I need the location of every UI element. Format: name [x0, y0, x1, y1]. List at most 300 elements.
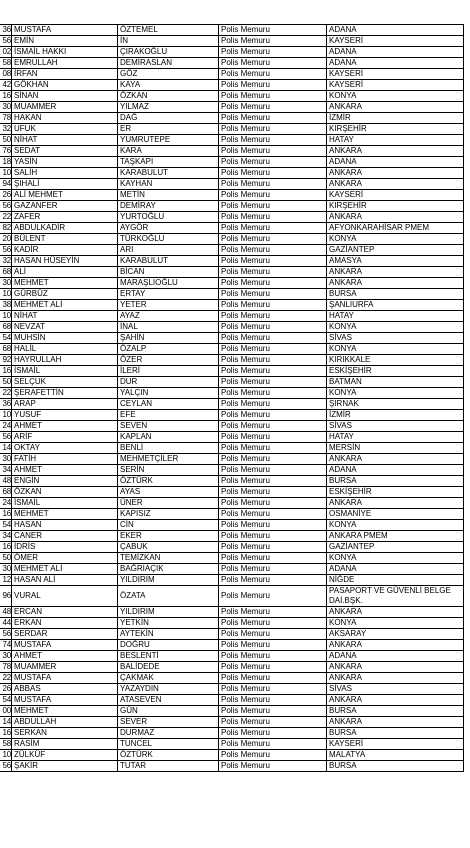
cell-unit: SİVAS [327, 421, 464, 432]
cell-title: Polis Memuru [219, 333, 327, 344]
cell-first-name: HAKAN [12, 113, 118, 124]
cell-unit: ANKARA [327, 179, 464, 190]
cell-title: Polis Memuru [219, 684, 327, 695]
cell-number: 58 [0, 739, 12, 750]
cell-unit: KIRŞEHİR [327, 201, 464, 212]
cell-first-name: ABDULLAH [12, 717, 118, 728]
cell-unit: ANKARA [327, 607, 464, 618]
cell-unit: BURSA [327, 289, 464, 300]
cell-first-name: ALİ [12, 267, 118, 278]
cell-title: Polis Memuru [219, 629, 327, 640]
table-row [0, 739, 464, 750]
cell-unit: KAYSERİ [327, 80, 464, 91]
cell-first-name: HASAN HÜSEYİN [12, 256, 118, 267]
cell-number: 10 [0, 311, 12, 322]
cell-number: 20 [0, 234, 12, 245]
cell-unit: KAYSERİ [327, 190, 464, 201]
cell-last-name: CEYLAN [118, 399, 219, 410]
cell-unit: ANKARA PMEM [327, 531, 464, 542]
cell-last-name: MARAŞLIOĞLU [118, 278, 219, 289]
cell-number: 18 [0, 157, 12, 168]
cell-first-name: ALİ MEHMET [12, 190, 118, 201]
cell-number: 14 [0, 443, 12, 454]
cell-first-name: SİNAN [12, 91, 118, 102]
cell-last-name: AYAS [118, 487, 219, 498]
table-row [0, 146, 464, 157]
cell-last-name: KARABULUT [118, 168, 219, 179]
cell-unit: ANKARA [327, 673, 464, 684]
table-row [0, 553, 464, 564]
cell-title: Polis Memuru [219, 300, 327, 311]
cell-unit: ADANA [327, 58, 464, 69]
cell-last-name: SEVEN [118, 421, 219, 432]
cell-number: 30 [0, 651, 12, 662]
cell-number: 16 [0, 366, 12, 377]
cell-unit: BURSA [327, 728, 464, 739]
cell-unit: ADANA [327, 157, 464, 168]
cell-first-name: MUHSİN [12, 333, 118, 344]
cell-title: Polis Memuru [219, 113, 327, 124]
cell-first-name: VURAL [12, 586, 118, 607]
cell-number: 54 [0, 695, 12, 706]
cell-last-name: YAZAYDIN [118, 684, 219, 695]
cell-first-name: AHMET [12, 651, 118, 662]
cell-title: Polis Memuru [219, 245, 327, 256]
cell-last-name: TUNCEL [118, 739, 219, 750]
cell-unit: KONYA [327, 388, 464, 399]
table-row [0, 113, 464, 124]
table-row [0, 673, 464, 684]
cell-first-name: ZAFER [12, 212, 118, 223]
cell-last-name: DEMİRAY [118, 201, 219, 212]
cell-last-name: ÇIRAKOĞLU [118, 47, 219, 58]
cell-unit: KONYA [327, 322, 464, 333]
table-row [0, 509, 464, 520]
cell-title: Polis Memuru [219, 267, 327, 278]
cell-number: 56 [0, 245, 12, 256]
personnel-table [0, 24, 464, 772]
cell-number: 36 [0, 25, 12, 36]
table-row [0, 388, 464, 399]
cell-number: 68 [0, 344, 12, 355]
cell-last-name: TEMİZKAN [118, 553, 219, 564]
table-row [0, 179, 464, 190]
cell-last-name: BİCAN [118, 267, 219, 278]
cell-last-name: GÜN [118, 706, 219, 717]
cell-unit: GAZİANTEP [327, 542, 464, 553]
cell-unit: HATAY [327, 311, 464, 322]
cell-number: 92 [0, 355, 12, 366]
cell-last-name: ŞAHİN [118, 333, 219, 344]
cell-title: Polis Memuru [219, 575, 327, 586]
cell-last-name: AYAZ [118, 311, 219, 322]
table-row [0, 289, 464, 300]
cell-title: Polis Memuru [219, 190, 327, 201]
table-row [0, 410, 464, 421]
table-row [0, 102, 464, 113]
cell-number: 24 [0, 421, 12, 432]
cell-last-name: İLERİ [118, 366, 219, 377]
cell-first-name: ŞERAFETTİN [12, 388, 118, 399]
cell-unit: AKSARAY [327, 629, 464, 640]
cell-number: 22 [0, 388, 12, 399]
cell-first-name: ARİF [12, 432, 118, 443]
cell-title: Polis Memuru [219, 102, 327, 113]
table-row [0, 223, 464, 234]
cell-number: 54 [0, 333, 12, 344]
cell-unit: ŞIRNAK [327, 399, 464, 410]
cell-last-name: SEVER [118, 717, 219, 728]
table-row [0, 465, 464, 476]
cell-last-name: AYGÖR [118, 223, 219, 234]
cell-unit: KONYA [327, 553, 464, 564]
cell-number: 50 [0, 553, 12, 564]
cell-first-name: ÖMER [12, 553, 118, 564]
cell-number: 38 [0, 300, 12, 311]
cell-unit: ANKARA [327, 168, 464, 179]
cell-number: 08 [0, 69, 12, 80]
cell-unit: KONYA [327, 618, 464, 629]
cell-number: 68 [0, 487, 12, 498]
cell-title: Polis Memuru [219, 322, 327, 333]
cell-last-name: İNAL [118, 322, 219, 333]
cell-title: Polis Memuru [219, 739, 327, 750]
cell-title: Polis Memuru [219, 278, 327, 289]
cell-first-name: MUSTAFA [12, 673, 118, 684]
cell-unit: ADANA [327, 47, 464, 58]
table-row [0, 476, 464, 487]
cell-title: Polis Memuru [219, 673, 327, 684]
cell-title: Polis Memuru [219, 421, 327, 432]
cell-title: Polis Memuru [219, 399, 327, 410]
cell-title: Polis Memuru [219, 168, 327, 179]
cell-unit: BURSA [327, 476, 464, 487]
cell-unit: HATAY [327, 135, 464, 146]
cell-last-name: YILDIRIM [118, 575, 219, 586]
cell-title: Polis Memuru [219, 157, 327, 168]
cell-number: 78 [0, 662, 12, 673]
cell-first-name: MEHMET [12, 706, 118, 717]
cell-first-name: NİHAT [12, 311, 118, 322]
cell-unit: ANKARA [327, 640, 464, 651]
table-row [0, 586, 464, 607]
cell-unit: BURSA [327, 706, 464, 717]
cell-first-name: İDRİS [12, 542, 118, 553]
cell-first-name: MUSTAFA [12, 640, 118, 651]
table-row [0, 399, 464, 410]
cell-title: Polis Memuru [219, 388, 327, 399]
cell-number: 22 [0, 673, 12, 684]
cell-last-name: DURMAZ [118, 728, 219, 739]
cell-title: Polis Memuru [219, 728, 327, 739]
cell-first-name: GAZANFER [12, 201, 118, 212]
table-row [0, 432, 464, 443]
cell-last-name: BALİDEDE [118, 662, 219, 673]
cell-title: Polis Memuru [219, 201, 327, 212]
table-row [0, 168, 464, 179]
table-row [0, 706, 464, 717]
cell-title: Polis Memuru [219, 618, 327, 629]
cell-number: 50 [0, 135, 12, 146]
cell-unit: SİVAS [327, 684, 464, 695]
cell-last-name: YILMAZ [118, 102, 219, 113]
table-row [0, 47, 464, 58]
cell-title: Polis Memuru [219, 432, 327, 443]
table-row [0, 366, 464, 377]
cell-title: Polis Memuru [219, 36, 327, 47]
cell-last-name: GÖZ [118, 69, 219, 80]
cell-first-name: FATİH [12, 454, 118, 465]
table-row [0, 355, 464, 366]
cell-last-name: ER [118, 124, 219, 135]
cell-unit: KONYA [327, 234, 464, 245]
cell-unit: KAYSERİ [327, 69, 464, 80]
cell-first-name: İSMAİL HAKKI [12, 47, 118, 58]
cell-last-name: ERTAY [118, 289, 219, 300]
cell-number: 24 [0, 498, 12, 509]
cell-first-name: HASAN ALİ [12, 575, 118, 586]
table-row [0, 629, 464, 640]
cell-number: 48 [0, 476, 12, 487]
cell-first-name: YUSUF [12, 410, 118, 421]
cell-first-name: ARAP [12, 399, 118, 410]
cell-last-name: ÖZALP [118, 344, 219, 355]
cell-title: Polis Memuru [219, 443, 327, 454]
cell-unit: MALATYA [327, 750, 464, 761]
cell-last-name: YURTOĞLU [118, 212, 219, 223]
cell-number: 44 [0, 618, 12, 629]
cell-last-name: ÖZTÜRK [118, 750, 219, 761]
cell-unit: KIRŞEHİR [327, 124, 464, 135]
cell-last-name: KAPISIZ [118, 509, 219, 520]
cell-unit: ANKARA [327, 102, 464, 113]
table-row [0, 443, 464, 454]
cell-first-name: ERKAN [12, 618, 118, 629]
cell-title: Polis Memuru [219, 234, 327, 245]
cell-title: Polis Memuru [219, 410, 327, 421]
cell-number: 10 [0, 289, 12, 300]
cell-last-name: ATASEVEN [118, 695, 219, 706]
cell-number: 74 [0, 640, 12, 651]
cell-title: Polis Memuru [219, 531, 327, 542]
cell-first-name: İRFAN [12, 69, 118, 80]
cell-last-name: KARA [118, 146, 219, 157]
cell-unit: ANKARA [327, 267, 464, 278]
cell-title: Polis Memuru [219, 465, 327, 476]
cell-unit: GAZİANTEP [327, 245, 464, 256]
cell-unit: ANKARA [327, 717, 464, 728]
table-row [0, 58, 464, 69]
cell-first-name: İSMAİL [12, 366, 118, 377]
table-row [0, 25, 464, 36]
cell-title: Polis Memuru [219, 223, 327, 234]
cell-last-name: SERİN [118, 465, 219, 476]
table-row [0, 300, 464, 311]
cell-title: Polis Memuru [219, 487, 327, 498]
cell-title: Polis Memuru [219, 344, 327, 355]
cell-title: Polis Memuru [219, 47, 327, 58]
cell-title: Polis Memuru [219, 640, 327, 651]
cell-first-name: SALİH [12, 168, 118, 179]
table-row [0, 69, 464, 80]
cell-first-name: AHMET [12, 421, 118, 432]
cell-first-name: ŞIHALİ [12, 179, 118, 190]
cell-last-name: TAŞKAPI [118, 157, 219, 168]
cell-last-name: BESLENTİ [118, 651, 219, 662]
table-row [0, 80, 464, 91]
cell-first-name: ERCAN [12, 607, 118, 618]
cell-number: 16 [0, 542, 12, 553]
table-row [0, 421, 464, 432]
cell-first-name: CANER [12, 531, 118, 542]
cell-title: Polis Memuru [219, 179, 327, 190]
table-row [0, 695, 464, 706]
cell-number: 82 [0, 223, 12, 234]
table-row [0, 311, 464, 322]
table-row [0, 201, 464, 212]
cell-number: 10 [0, 750, 12, 761]
cell-title: Polis Memuru [219, 91, 327, 102]
cell-first-name: SERDAR [12, 629, 118, 640]
table-row [0, 36, 464, 47]
cell-title: Polis Memuru [219, 586, 327, 607]
cell-last-name: EKER [118, 531, 219, 542]
cell-number: 26 [0, 684, 12, 695]
cell-title: Polis Memuru [219, 80, 327, 91]
cell-first-name: ENGİN [12, 476, 118, 487]
cell-unit: BURSA [327, 761, 464, 772]
cell-number: 10 [0, 410, 12, 421]
cell-first-name: MEHMET [12, 278, 118, 289]
cell-last-name: YETER [118, 300, 219, 311]
cell-number: 56 [0, 201, 12, 212]
cell-number: 54 [0, 520, 12, 531]
cell-title: Polis Memuru [219, 366, 327, 377]
cell-unit: ANKARA [327, 454, 464, 465]
cell-number: 58 [0, 58, 12, 69]
cell-title: Polis Memuru [219, 553, 327, 564]
cell-first-name: SEDAT [12, 146, 118, 157]
cell-number: 94 [0, 179, 12, 190]
cell-last-name: BAĞRIAÇIK [118, 564, 219, 575]
table-row [0, 333, 464, 344]
cell-number: 00 [0, 706, 12, 717]
cell-unit: MERSİN [327, 443, 464, 454]
cell-first-name: ŞAKİR [12, 761, 118, 772]
cell-title: Polis Memuru [219, 25, 327, 36]
cell-number: 26 [0, 190, 12, 201]
cell-title: Polis Memuru [219, 706, 327, 717]
cell-title: Polis Memuru [219, 476, 327, 487]
cell-unit: NİĞDE [327, 575, 464, 586]
cell-last-name: ÜNER [118, 498, 219, 509]
table-row [0, 245, 464, 256]
cell-unit: ESKİŞEHİR [327, 487, 464, 498]
cell-title: Polis Memuru [219, 695, 327, 706]
cell-title: Polis Memuru [219, 651, 327, 662]
cell-last-name: YALÇIN [118, 388, 219, 399]
table-row [0, 662, 464, 673]
cell-unit: SİVAS [327, 333, 464, 344]
cell-first-name: OKTAY [12, 443, 118, 454]
cell-number: 32 [0, 124, 12, 135]
cell-unit: ADANA [327, 465, 464, 476]
cell-last-name: EFE [118, 410, 219, 421]
cell-title: Polis Memuru [219, 717, 327, 728]
cell-last-name: DEMİRASLAN [118, 58, 219, 69]
cell-first-name: MUSTAFA [12, 25, 118, 36]
table-row [0, 377, 464, 388]
cell-number: 76 [0, 146, 12, 157]
cell-unit: ESKİŞEHİR [327, 366, 464, 377]
cell-unit: ADANA [327, 25, 464, 36]
cell-first-name: GÖKHAN [12, 80, 118, 91]
cell-first-name: YASİN [12, 157, 118, 168]
table-row [0, 344, 464, 355]
cell-unit: PASAPORT VE GÜVENLİ BELGE DAİ.BŞK. [327, 586, 464, 607]
cell-last-name: KAYHAN [118, 179, 219, 190]
cell-number: 56 [0, 432, 12, 443]
table-row [0, 190, 464, 201]
table-row [0, 487, 464, 498]
cell-last-name: AYTEKİN [118, 629, 219, 640]
cell-first-name: GÜRBÜZ [12, 289, 118, 300]
cell-last-name: ÖZATA [118, 586, 219, 607]
cell-title: Polis Memuru [219, 289, 327, 300]
cell-unit: AFYONKARAHİSAR PMEM [327, 223, 464, 234]
cell-first-name: ZÜLKÜF [12, 750, 118, 761]
cell-first-name: İSMAİL [12, 498, 118, 509]
cell-title: Polis Memuru [219, 256, 327, 267]
cell-unit: OSMANİYE [327, 509, 464, 520]
cell-title: Polis Memuru [219, 135, 327, 146]
cell-unit: ANKARA [327, 695, 464, 706]
cell-first-name: MEHMET [12, 509, 118, 520]
table-row [0, 750, 464, 761]
cell-number: 16 [0, 91, 12, 102]
cell-title: Polis Memuru [219, 311, 327, 322]
cell-last-name: KARABULUT [118, 256, 219, 267]
cell-unit: KONYA [327, 91, 464, 102]
cell-title: Polis Memuru [219, 69, 327, 80]
table-row [0, 651, 464, 662]
cell-first-name: ABDULKADİR [12, 223, 118, 234]
cell-unit: İZMİR [327, 113, 464, 124]
cell-last-name: YILDIRIM [118, 607, 219, 618]
table-row [0, 575, 464, 586]
cell-last-name: TÜRKOĞLU [118, 234, 219, 245]
cell-title: Polis Memuru [219, 58, 327, 69]
cell-title: Polis Memuru [219, 454, 327, 465]
cell-unit: KIRIKKALE [327, 355, 464, 366]
cell-unit: BATMAN [327, 377, 464, 388]
table-row [0, 91, 464, 102]
cell-title: Polis Memuru [219, 761, 327, 772]
cell-first-name: ÖZKAN [12, 487, 118, 498]
cell-last-name: ÇAKMAK [118, 673, 219, 684]
table-row [0, 278, 464, 289]
table-row [0, 135, 464, 146]
cell-first-name: KADİR [12, 245, 118, 256]
cell-title: Polis Memuru [219, 750, 327, 761]
cell-first-name: AHMET [12, 465, 118, 476]
cell-last-name: DAĞ [118, 113, 219, 124]
table-row [0, 684, 464, 695]
cell-number: 10 [0, 168, 12, 179]
cell-number: 56 [0, 629, 12, 640]
cell-unit: AMASYA [327, 256, 464, 267]
cell-unit: ANKARA [327, 212, 464, 223]
